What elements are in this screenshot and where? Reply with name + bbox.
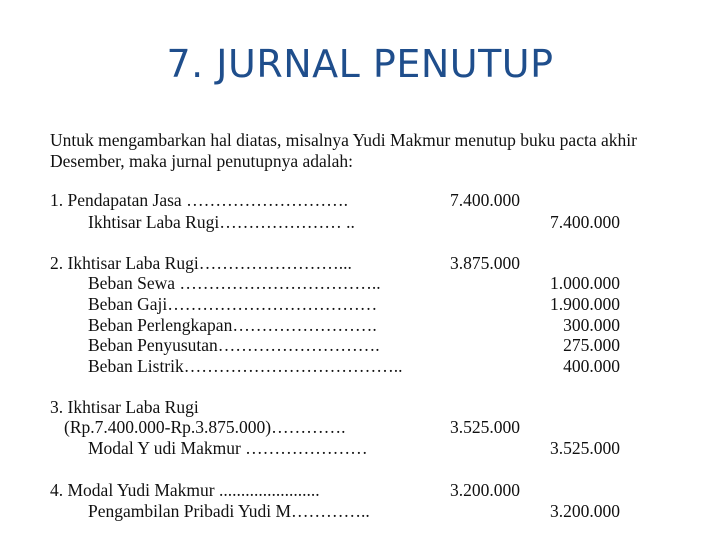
entry-description: (Rp.7.400.000-Rp.3.875.000)…………. bbox=[64, 417, 346, 437]
credit-amount: 3.525.000 bbox=[550, 438, 620, 458]
credit-amount: 400.000 bbox=[563, 356, 620, 376]
entry-description: 3. Ikhtisar Laba Rugi bbox=[50, 397, 199, 417]
credit-amount: 1.000.000 bbox=[550, 273, 620, 293]
debit-amount: 3.525.000 bbox=[450, 417, 520, 437]
entry-description: Beban Penyusutan………………………. bbox=[88, 335, 380, 355]
entry-description: Modal Y udi Makmur ………………… bbox=[88, 438, 368, 458]
entry-description: Beban Listrik……………………………….. bbox=[88, 356, 403, 376]
credit-amount: 7.400.000 bbox=[550, 212, 620, 232]
entry-description: Beban Gaji……………………………… bbox=[88, 294, 378, 314]
slide-title: 7. JURNAL PENUTUP bbox=[166, 42, 554, 86]
intro-paragraph: Untuk mengambarkan hal diatas, misalnya Yudi Makmur menutup buku pacta akhir Desember, maka jurnal penutupnya adalah: bbox=[50, 130, 637, 171]
credit-amount: 300.000 bbox=[563, 315, 620, 335]
credit-amount: 275.000 bbox=[563, 335, 620, 355]
journal-document bbox=[50, 130, 680, 521]
entry-description: 4. Modal Yudi Makmur ....................... bbox=[50, 480, 320, 500]
debit-amount: 3.875.000 bbox=[450, 253, 520, 273]
entry-description: Beban Sewa …………………………….. bbox=[88, 273, 381, 293]
entry-description: 2. Ikhtisar Laba Rugi……………………... bbox=[50, 253, 352, 273]
entry-description: 1. Pendapatan Jasa ………………………. bbox=[50, 190, 348, 210]
entry-description: Ikhtisar Laba Rugi………………… .. bbox=[88, 212, 355, 232]
debit-amount: 3.200.000 bbox=[450, 480, 520, 500]
credit-amount: 1.900.000 bbox=[550, 294, 620, 314]
entry-description: Pengambilan Pribadi Yudi M………….. bbox=[88, 501, 370, 521]
credit-amount: 3.200.000 bbox=[550, 501, 620, 521]
entry-description: Beban Perlengkapan……………………. bbox=[88, 315, 377, 335]
debit-amount: 7.400.000 bbox=[450, 190, 520, 210]
